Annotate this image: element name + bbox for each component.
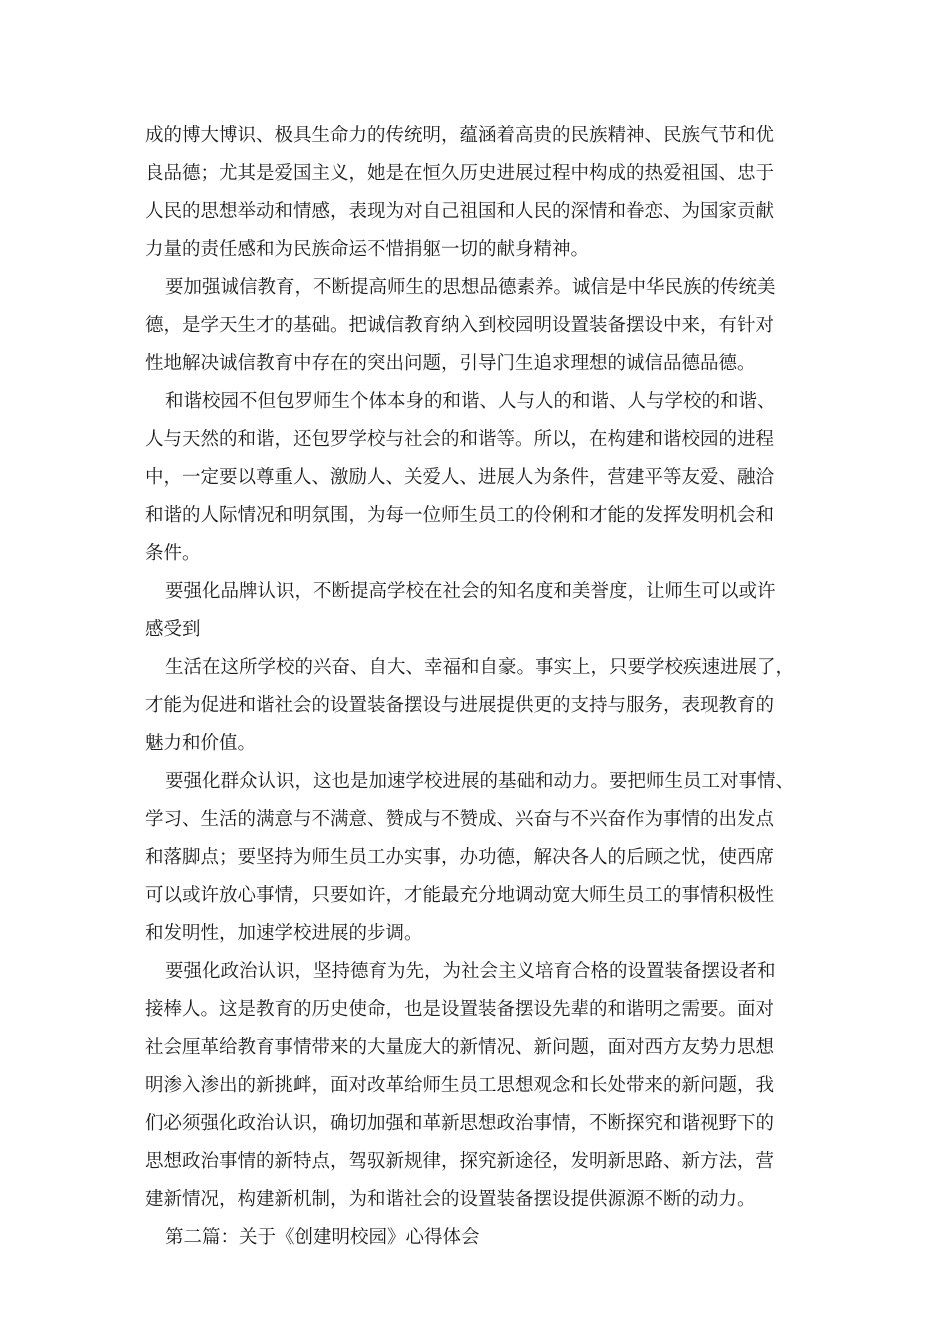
text-line: 中，一定要以尊重人、激励人、关爱人、进展人为条件，营建平等友爱、融洽: [145, 467, 775, 488]
text-line: 建新情况，构建新机制，为和谐社会的设置装备摆设提供源源不断的动力。: [145, 1189, 756, 1210]
text-line: 才能为促进和谐社会的设置装备摆设与进展提供更的支持与服务，表现教育的: [145, 695, 775, 716]
text-line: 和谐的人际情况和明氛围，为每一位师生员工的伶俐和才能的发挥发明机会和: [145, 505, 775, 526]
text-line: 力量的责任感和为民族命运不惜捐躯一切的献身精神。: [145, 239, 590, 260]
text-line: 德，是学天生才的基础。把诚信教育纳入到校园明设置装备摆设中来，有针对: [145, 315, 775, 336]
text-line: 成的博大博识、极具生命力的传统明，蕴涵着高贵的民族精神、民族气节和优: [145, 125, 775, 146]
paragraph-start: 要加强诚信教育，不断提高师生的思想品德素养。诚信是中华民族的传统美: [165, 277, 776, 298]
paragraph-start: 要强化政治认识，坚持德育为先，为社会主义培育合格的设置装备摆设者和: [165, 961, 776, 982]
text-line: 人与天然的和谐，还包罗学校与社会的和谐等。所以，在构建和谐校园的进程: [145, 429, 775, 450]
text-line: 接棒人。这是教育的历史使命，也是设置装备摆设先辈的和谐明之需要。面对: [145, 999, 775, 1020]
text-line: 社会厘革给教育事情带来的大量庞大的新情况、新问题，面对西方友势力思想: [145, 1037, 775, 1058]
text-line: 和发明性，加速学校进展的步调。: [145, 923, 423, 944]
text-line: 感受到: [145, 619, 201, 640]
paragraph-start: 和谐校园不但包罗师生个体本身的和谐、人与人的和谐、人与学校的和谐、: [165, 391, 776, 412]
paragraph-start: 生活在这所学校的兴奋、自大、幸福和自豪。事实上，只要学校疾速进展了，: [165, 657, 795, 678]
text-line: 可以或许放心事情，只要如许，才能最充分地调动宽大师生员工的事情积极性: [145, 885, 775, 906]
section-heading: 第二篇：关于《创建明校园》心得体会: [165, 1227, 480, 1248]
text-line: 们必须强化政治认识，确切加强和革新思想政治事情，不断探究和谐视野下的: [145, 1113, 775, 1134]
text-line: 条件。: [145, 543, 201, 564]
text-line: 思想政治事情的新特点，驾驭新规律，探究新途径，发明新思路、新方法，营: [145, 1151, 775, 1172]
text-line: 性地解决诚信教育中存在的突出问题，引导门生追求理想的诚信品德品德。: [145, 353, 756, 374]
text-line: 和落脚点；要坚持为师生员工办实事，办功德，解决各人的后顾之忧，使西席: [145, 847, 775, 868]
text-line: 人民的思想举动和情感，表现为对自己祖国和人民的深情和眷恋、为国家贡献: [145, 201, 775, 222]
text-line: 明渗入渗出的新挑衅，面对改革给师生员工思想观念和长处带来的新问题，我: [145, 1075, 775, 1096]
text-line: 魅力和价值。: [145, 733, 257, 754]
paragraph-start: 要强化品牌认识，不断提高学校在社会的知名度和美誉度，让师生可以或许: [165, 581, 776, 602]
text-line: 学习、生活的满意与不满意、赞成与不赞成、兴奋与不兴奋作为事情的出发点: [145, 809, 775, 830]
text-line: 良品德；尤其是爱国主义，她是在恒久历史进展过程中构成的热爱祖国、忠于: [145, 163, 775, 184]
paragraph-start: 要强化群众认识，这也是加速学校进展的基础和动力。要把师生员工对事情、: [165, 771, 795, 792]
